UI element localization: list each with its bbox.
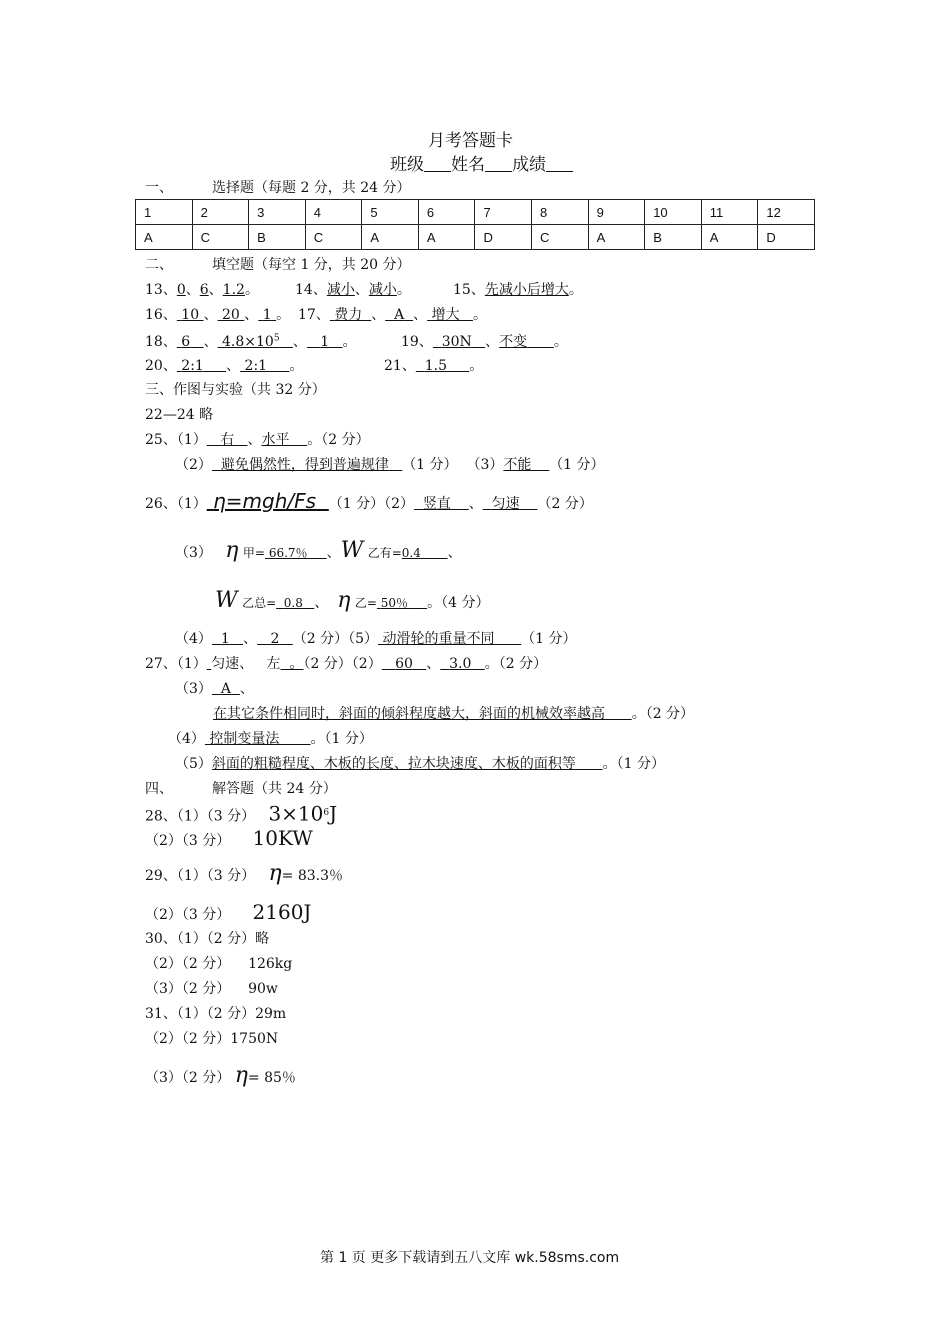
q27-5-line: （5）斜面的粗糙程度、木板的长度、拉木块速度、木板的面积等 。（1 分） <box>175 756 665 772</box>
q27-5-answer: 斜面的粗糙程度、木板的长度、拉木块速度、木板的面积等 <box>211 756 576 772</box>
q18-answer-a: 6 <box>181 334 191 350</box>
q25-3-label: （3） <box>466 457 504 473</box>
q28-1-line <box>145 801 337 829</box>
q19-line: 19、 30N 、不变 。 <box>401 334 568 350</box>
q-answer: A <box>136 225 193 250</box>
q30-3-line <box>145 978 278 998</box>
q-answer: D <box>758 225 815 250</box>
q28-1-answer: 3×10 <box>268 801 324 826</box>
q28-1-label: 28、（1）（3 分） <box>145 808 256 825</box>
q21-answer: 1.5 <box>424 358 447 374</box>
q25-2-line <box>175 454 605 474</box>
choice-answer-table <box>135 199 815 250</box>
q15-line: 15、先减小后增大。 <box>453 282 583 298</box>
q27-5-score: （1 分） <box>616 756 665 772</box>
q26-4-answer-a: 1 <box>220 631 230 647</box>
q26-5-answer: 动滑轮的重量不同 <box>382 631 495 647</box>
q26-4-line: （4） 1 、 2 （2 分）（5） 动滑轮的重量不同 （1 分） <box>175 631 577 647</box>
q28-1-exponent: 6 <box>323 808 330 818</box>
q-answer: D <box>475 225 532 250</box>
q26-3-answer-c: 0.8 <box>283 596 303 610</box>
name-field[interactable] <box>485 155 512 175</box>
q20-answer-b: 2:1 <box>244 358 268 374</box>
jia-label: 甲= <box>242 546 265 560</box>
q13-answer-b: 6 <box>199 282 209 298</box>
q26-5-score: （1 分） <box>521 631 577 647</box>
q29-2-line <box>145 900 311 927</box>
w-symbol: W <box>215 588 238 613</box>
q17-answer-b: A <box>394 307 405 323</box>
q17-answer-c: 增大 <box>431 307 460 323</box>
page-title: 月考答题卡 <box>428 131 513 151</box>
q27-3b-line: 在其它条件相同时，斜面的倾斜程度越大，斜面的机械效率越高 。（2 分） <box>213 706 695 722</box>
q18-answer-b: 4.8×10 <box>222 334 274 350</box>
q29-2-answer: 2160J <box>252 900 312 924</box>
q31-3-line <box>145 1063 296 1091</box>
q14-answer-a: 减小 <box>326 282 355 298</box>
yizong-label: 乙总= <box>242 596 277 610</box>
q27-3-answer-a: A <box>220 681 231 697</box>
q26-score-1: （1 分）（2） <box>328 496 415 512</box>
q31-2-line: （2）（2 分）1750N <box>145 1031 279 1047</box>
q26-3b-line: W 乙总= 0.8 、 η 乙= 50％ 。（4 分） <box>215 588 490 613</box>
q27-4-label: （4） <box>168 731 205 747</box>
q28-2-label: （2）（3 分） <box>145 833 231 849</box>
q25-label: 25、（1） <box>145 432 207 448</box>
q-answer: B <box>249 225 306 250</box>
section4-num: 四、 <box>145 781 173 797</box>
section1-num: 一、 <box>145 180 173 196</box>
q-number: 11 <box>701 200 758 225</box>
section1-title: 选择题（每题 2 分，共 24 分） <box>212 180 411 196</box>
q20-label: 20、 <box>145 358 177 374</box>
q17-label: 17、 <box>298 307 330 323</box>
q27-5-label: （5） <box>175 756 212 772</box>
q20-answer-a: 2:1 <box>181 358 204 374</box>
q29-2-label: （2）（3 分） <box>145 907 231 923</box>
q20-line: 20、 2:1 、 2:1 。 <box>145 358 304 374</box>
q-number: 2 <box>192 200 249 225</box>
q26-score-2: （2 分） <box>537 496 593 512</box>
q28-2-line <box>145 826 313 853</box>
q13-label: 13、 <box>145 282 177 298</box>
q-number: 8 <box>532 200 589 225</box>
q27-score-2: （2 分） <box>498 656 548 672</box>
section3-title: 三、作图与实验（共 32 分） <box>145 382 326 398</box>
q26-3-answer-a: 66.7％ <box>268 546 308 560</box>
q27-3-answer-b: 在其它条件相同时，斜面的倾斜程度越大，斜面的机械效率越高 <box>213 706 605 722</box>
q26-4-label: （4） <box>175 631 212 647</box>
q26-answer-formula: η=mgh/Fs <box>213 489 317 513</box>
q-answer: A <box>418 225 475 250</box>
section4-title: 解答题（共 24 分） <box>212 781 337 797</box>
q-number: 6 <box>418 200 475 225</box>
q-number: 3 <box>249 200 306 225</box>
w-symbol: W <box>340 538 364 563</box>
eta-symbol: η <box>234 1063 248 1088</box>
q27-4-answer: 控制变量法 <box>209 731 280 747</box>
q17-line: 17、 费力 、 A 、 增大 。 <box>298 307 487 323</box>
q25-2-label: （2） <box>175 457 212 473</box>
q31-3-label: （3）（2 分） <box>145 1070 231 1086</box>
q14-label: 14、 <box>295 282 327 298</box>
yiyou-label: 乙有= <box>367 546 402 560</box>
score-label: 成绩 <box>512 155 547 175</box>
q18-label: 18、 <box>145 334 177 350</box>
q28-2-answer: 10KW <box>252 826 313 850</box>
q27-line: 27、（1） 匀速、 左 。（2 分）（2） 60 、 3.0 。（2 分） <box>145 656 548 672</box>
q27-3-score: （2 分） <box>645 706 695 722</box>
q18-answer-c: 1 <box>320 334 330 350</box>
q27-4-line: （4） 控制变量法 。（1 分） <box>168 731 373 747</box>
q22-24: 22—24 略 <box>145 407 214 423</box>
q-number: 10 <box>645 200 702 225</box>
name-label: 姓名 <box>451 155 486 175</box>
q30-2-answer: 126kg <box>248 956 293 972</box>
q15-label: 15、 <box>453 282 485 298</box>
q-number: 4 <box>305 200 362 225</box>
eta-symbol: η <box>225 538 239 563</box>
q26-3-line: （3） η 甲= 66.7％ 、W 乙有=0.4 、 <box>175 538 462 563</box>
q-answer: B <box>645 225 702 250</box>
q16-label: 16、 <box>145 307 177 323</box>
q26-3-label: （3） <box>175 545 212 561</box>
q18-line: 18、 6 、 $4.8\times 10^5$ 、 1 。 <box>145 333 357 350</box>
q30-2-label: （2）（2 分） <box>145 956 231 972</box>
q-answer: A <box>701 225 758 250</box>
q19-answer-a: 30N <box>441 334 472 350</box>
q-number: 5 <box>362 200 419 225</box>
q-number: 7 <box>475 200 532 225</box>
q30-3-label: （3）（2 分） <box>145 981 231 997</box>
q16-answer-c: 1 <box>262 307 272 323</box>
q21-line: 21、 1.5 。 <box>384 358 484 374</box>
q27-answer-d: 3.0 <box>449 656 472 672</box>
q25-3-answer: 不能 <box>503 457 532 473</box>
q-answer: A <box>362 225 419 250</box>
score-field[interactable] <box>546 155 573 175</box>
q25-2-answer: 避免偶然性，得到普遍规律 <box>220 457 389 473</box>
q26-label: 26、（1） <box>145 496 207 512</box>
q13-answer-a: 0 <box>176 282 186 298</box>
q27-answer-c: 60 <box>395 656 413 672</box>
q13-answer-c: 1.2 <box>222 282 245 298</box>
student-info <box>390 150 573 175</box>
q16-answer-a: 10 <box>181 307 200 323</box>
table-row <box>136 225 815 250</box>
q27-4-score: （1 分） <box>324 731 373 747</box>
q26-3-score: （4 分） <box>441 595 490 611</box>
q27-label: 27、（1） <box>145 656 207 672</box>
q26-answer-c: 匀速 <box>491 496 520 512</box>
q29-1-label: 29、（1）（3 分） <box>145 868 256 884</box>
q19-label: 19、 <box>401 334 433 350</box>
q17-answer-a: 费力 <box>334 307 363 323</box>
q14-answer-b: 减小 <box>368 282 397 298</box>
q27-answer-a: 匀速 <box>211 656 240 672</box>
q31-3-answer: = 85％ <box>247 1070 296 1086</box>
class-label: 班级 <box>390 155 424 175</box>
q26-line: 26、（1） η=mgh/Fs （1 分）（2） 竖直 、 匀速 （2 分） <box>145 489 593 513</box>
q-number: 9 <box>588 200 645 225</box>
yi-label: 乙= <box>354 596 377 610</box>
q27-score-1: （2 分）（2） <box>303 656 382 672</box>
q31-1-line: 31、（1）（2 分）29m <box>145 1006 287 1022</box>
q26-3-answer-d: 50％ <box>380 596 409 610</box>
table-row <box>136 200 815 225</box>
q25-2-score: （1 分） <box>402 457 458 473</box>
q26-4-score: （2 分）（5） <box>292 631 379 647</box>
q29-1-answer: = 83.3％ <box>281 868 343 884</box>
q29-1-line <box>145 861 343 889</box>
q26-4-answer-b: 2 <box>270 631 280 647</box>
q25-3-score: （1 分） <box>549 457 605 473</box>
q-answer: A <box>588 225 645 250</box>
q26-3-answer-b: 0.4 <box>401 546 421 560</box>
eta-symbol: η <box>268 861 282 886</box>
section2-title: 填空题（每空 1 分，共 20 分） <box>212 257 411 273</box>
section2-num: 二、 <box>145 257 173 273</box>
q30-2-line <box>145 953 292 973</box>
page-footer: 第 1 页 更多下载请到五八文库 wk.58sms.com <box>320 1250 620 1266</box>
q-number: 12 <box>758 200 815 225</box>
q13-14-15-line: 13、0、6、1.2。 <box>145 282 259 298</box>
q-answer: C <box>532 225 589 250</box>
q19-answer-b: 不变 <box>499 334 528 350</box>
q-answer: C <box>305 225 362 250</box>
q14-line: 14、减小、减小。 <box>295 282 411 298</box>
q27-3-label: （3） <box>175 681 212 697</box>
q-number: 1 <box>136 200 193 225</box>
q26-answer-b: 竖直 <box>422 496 451 512</box>
q25-answer-b: 水平 <box>261 432 290 448</box>
q28-1-unit: J <box>329 801 338 826</box>
q30-1-line: 30、（1）（2 分）略 <box>145 931 270 947</box>
q15-answer: 先减小后增大 <box>484 282 569 298</box>
q25-score: （2 分） <box>321 432 370 448</box>
eta-symbol: η <box>337 588 351 613</box>
q18-exponent: 5 <box>273 333 280 344</box>
q25-line: 25、（1） 右 、水平 。（2 分） <box>145 432 370 448</box>
q16-line: 16、 10 、 20 、 1 。 <box>145 307 291 323</box>
class-field[interactable] <box>424 155 451 175</box>
q27-answer-b: 左 <box>266 656 281 672</box>
q30-3-answer: 90w <box>248 981 278 997</box>
q25-answer-a: 右 <box>220 432 235 448</box>
q27-3-line: （3） A 、 <box>175 681 254 697</box>
q16-answer-b: 20 <box>222 307 240 323</box>
q-answer: C <box>192 225 249 250</box>
q21-label: 21、 <box>384 358 416 374</box>
